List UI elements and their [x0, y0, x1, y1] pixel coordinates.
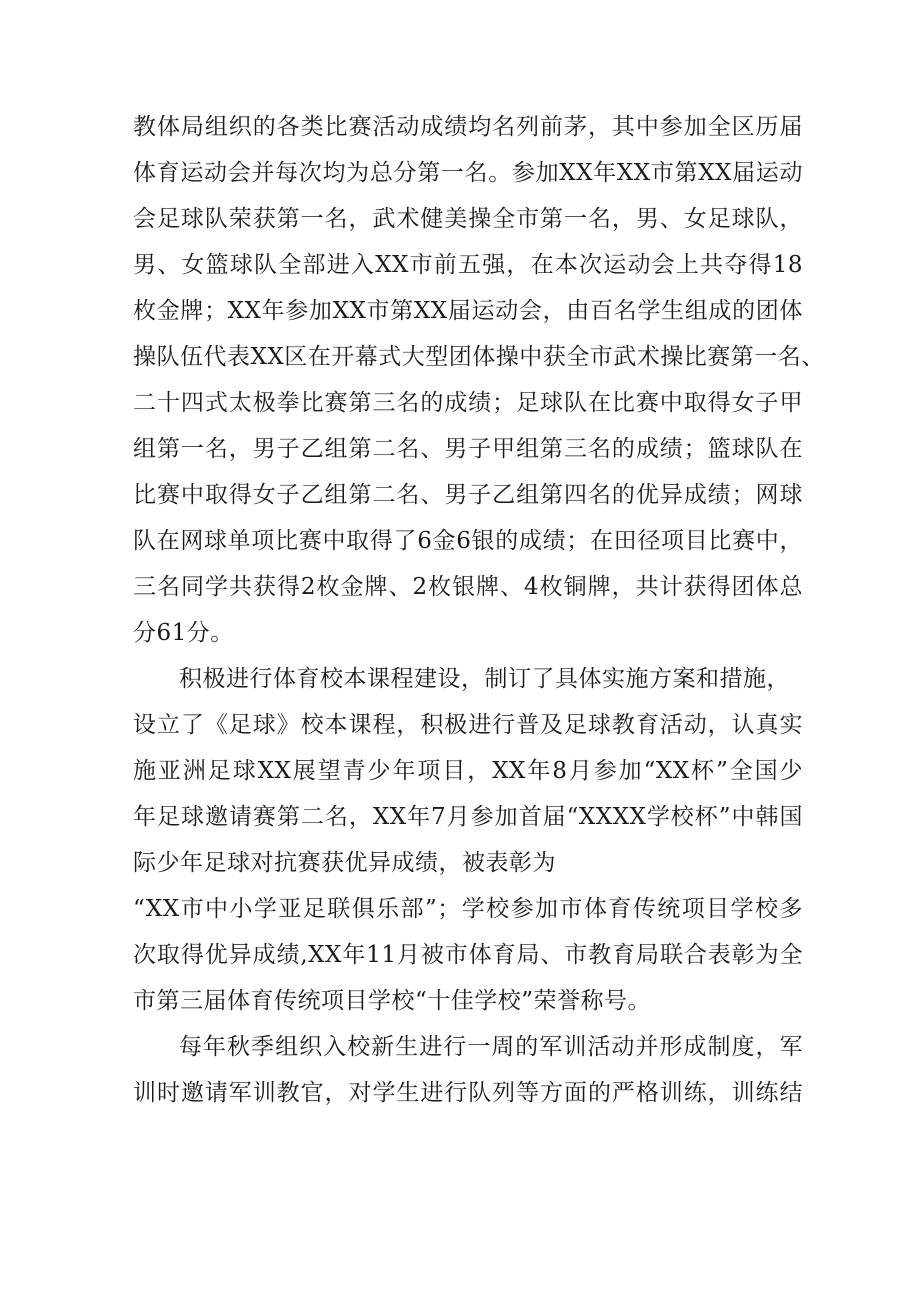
- text-line: 会足球队荣获第一名，武术健美操全市第一名，男、女足球队，: [133, 206, 803, 232]
- text-line: 三名同学共获得2枚金牌、2枚银牌、4枚铜牌，共计获得团体总: [133, 574, 803, 600]
- text-line: “XX市中小学亚足联俱乐部”；学校参加市体育传统项目学校多: [133, 896, 803, 922]
- paragraph-2: [133, 656, 803, 1024]
- text-line: 际少年足球对抗赛获优异成绩，被表彰为: [133, 850, 556, 876]
- text-line: 枚金牌；XX年参加XX市第XX届运动会，由百名学生组成的团体: [133, 298, 803, 324]
- text-line: 队在网球单项比赛中取得了6金6银的成绩；在田径项目比赛中，: [133, 528, 803, 554]
- text-line: 教体局组织的各类比赛活动成绩均名列前茅，其中参加全区历届: [133, 114, 803, 140]
- text-line: 二十四式太极拳比赛第三名的成绩；足球队在比赛中取得女子甲: [133, 390, 803, 416]
- text-line: 男、女篮球队全部进入XX市前五强，在本次运动会上共夺得18: [133, 252, 803, 278]
- text-line: 分61分。: [133, 620, 234, 646]
- document-body: [133, 104, 825, 1116]
- paragraph-3: [133, 1024, 803, 1116]
- text-line: 设立了《足球》校本课程，积极进行普及足球教育活动，认真实: [133, 712, 803, 738]
- paragraph-1: [133, 104, 825, 656]
- text-line: 施亚洲足球XX展望青少年项目，XX年8月参加“XX杯”全国少: [133, 758, 803, 784]
- text-line: 每年秋季组织入校新生进行一周的军训活动并形成制度，军: [179, 1034, 803, 1060]
- text-line: 组第一名，男子乙组第二名、男子甲组第三名的成绩；篮球队在: [133, 436, 803, 462]
- text-line: 积极进行体育校本课程建设，制订了具体实施方案和措施，: [179, 666, 790, 692]
- text-line: 操队伍代表XX区在开幕式大型团体操中获全市武术操比赛第一名、: [133, 344, 825, 370]
- text-line: 训时邀请军训教官，对学生进行队列等方面的严格训练，训练结: [133, 1080, 803, 1106]
- text-line: 体育运动会并每次均为总分第一名。参加XX年XX市第XX届运动: [133, 160, 803, 186]
- text-line: 市第三届体育传统项目学校“十佳学校”荣誉称号。: [133, 988, 652, 1014]
- text-line: 年足球邀请赛第二名，XX年7月参加首届“XXXX学校杯”中韩国: [133, 804, 803, 830]
- text-line: 比赛中取得女子乙组第二名、男子乙组第四名的优异成绩；网球: [133, 482, 803, 508]
- text-line: 次取得优异成绩,XX年11月被市体育局、市教育局联合表彰为全: [133, 942, 803, 968]
